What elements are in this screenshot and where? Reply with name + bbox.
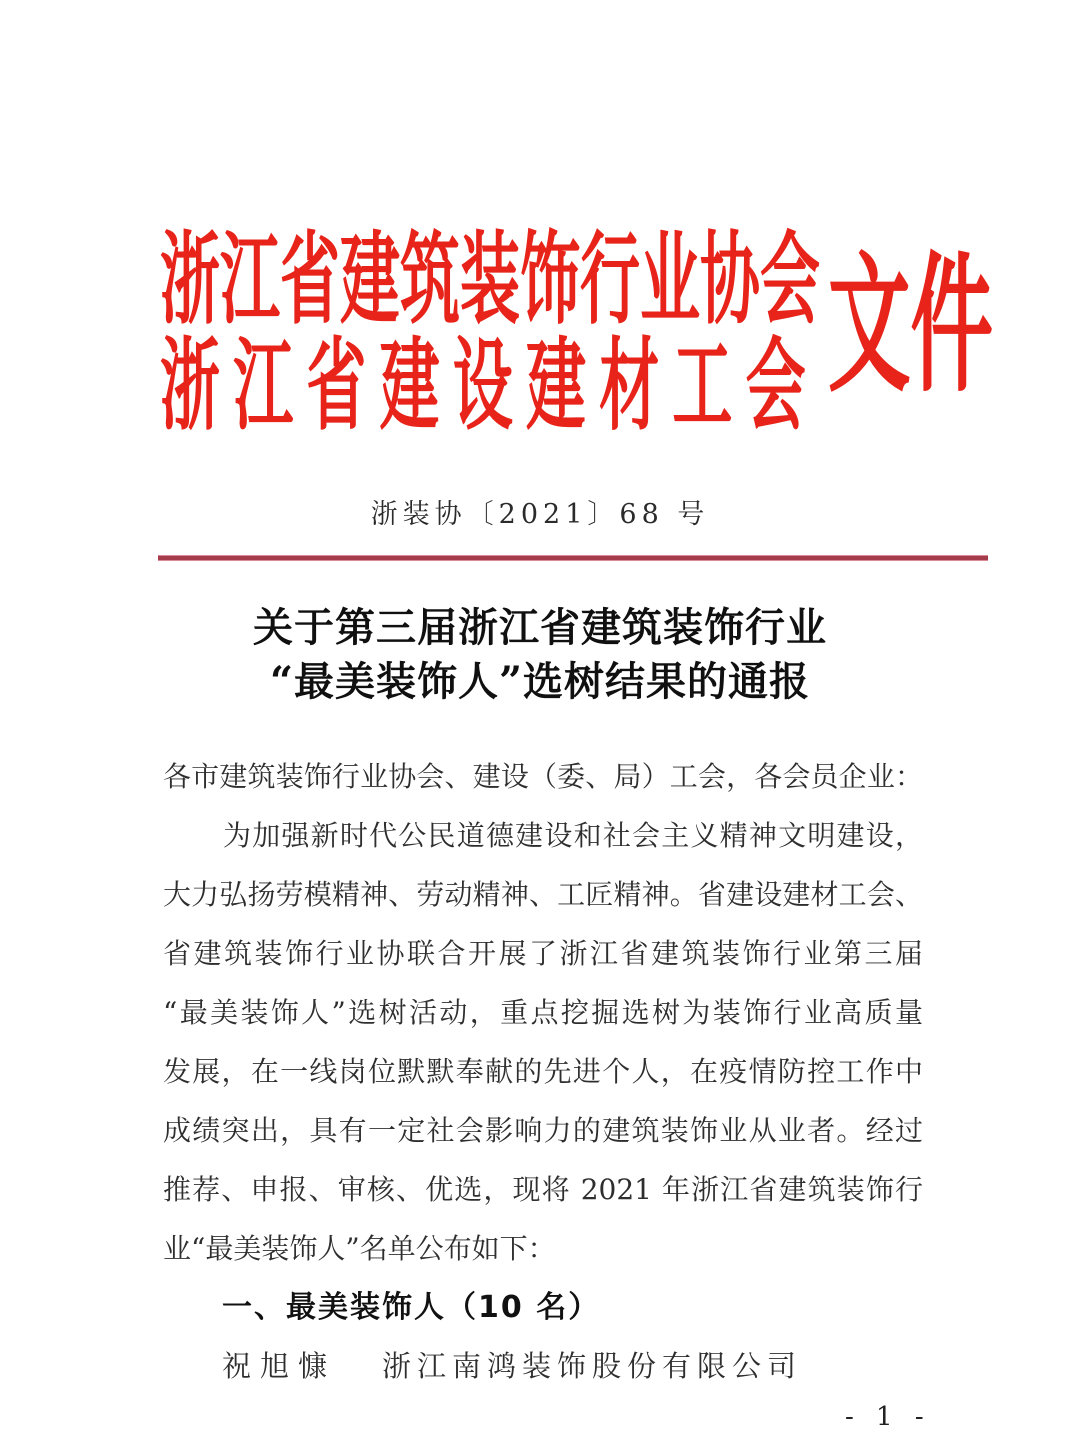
body-text-line: “最美装饰人”选树活动，重点挖掘选树为装饰行业高质量 <box>163 996 923 1029</box>
award-entry-row <box>163 1337 923 1396</box>
document-number: 浙装协〔2021〕68 号 <box>370 499 710 530</box>
red-divider-line <box>158 556 988 560</box>
body-text-line: 大力弘扬劳模精神、劳动精神、工匠精神。省建设建材工会、 <box>163 878 923 911</box>
body-paragraph-lines <box>163 747 923 1278</box>
document-body <box>163 747 923 1396</box>
letterhead-org-line-2: 浙江省建设建材工会 <box>160 326 819 444</box>
body-text-line: 推荐、申报、审核、优选，现将 2021 年浙江省建筑装饰行 <box>163 1173 923 1206</box>
letterhead-org-line-1: 浙江省建筑装饰行业协会 <box>160 220 820 338</box>
letterhead-doc-type-label: 文件 <box>828 237 994 413</box>
document-title-line-2: “最美装饰人”选树结果的通报 <box>269 658 810 705</box>
body-text-line: 发展，在一线岗位默默奉献的先进个人，在疫情防控工作中 <box>163 1055 923 1088</box>
document-title <box>0 601 1080 709</box>
body-text-line: 业“最美装饰人”名单公布如下： <box>163 1232 556 1265</box>
body-text-line: 成绩突出，具有一定社会影响力的建筑装饰业从业者。经过 <box>163 1114 923 1147</box>
document-title-line-1: 关于第三届浙江省建筑装饰行业 <box>253 604 827 651</box>
page-number: - 1 - <box>845 1402 931 1432</box>
body-text-line: 各市建筑装饰行业协会、建设（委、局）工会，各会员企业： <box>163 760 923 793</box>
award-entry-list <box>163 1337 923 1396</box>
body-text-line: 为加强新时代公民道德建设和社会主义精神文明建设， <box>223 819 923 852</box>
section-heading-award-list: 一、最美装饰人（10 名） <box>222 1290 601 1325</box>
award-entry-name: 祝旭慷 <box>222 1349 337 1383</box>
award-entry-company: 浙江南鸿装饰股份有限公司 <box>382 1349 803 1383</box>
body-text-line: 省建筑装饰行业协联合开展了浙江省建筑装饰行业第三届 <box>163 937 923 970</box>
